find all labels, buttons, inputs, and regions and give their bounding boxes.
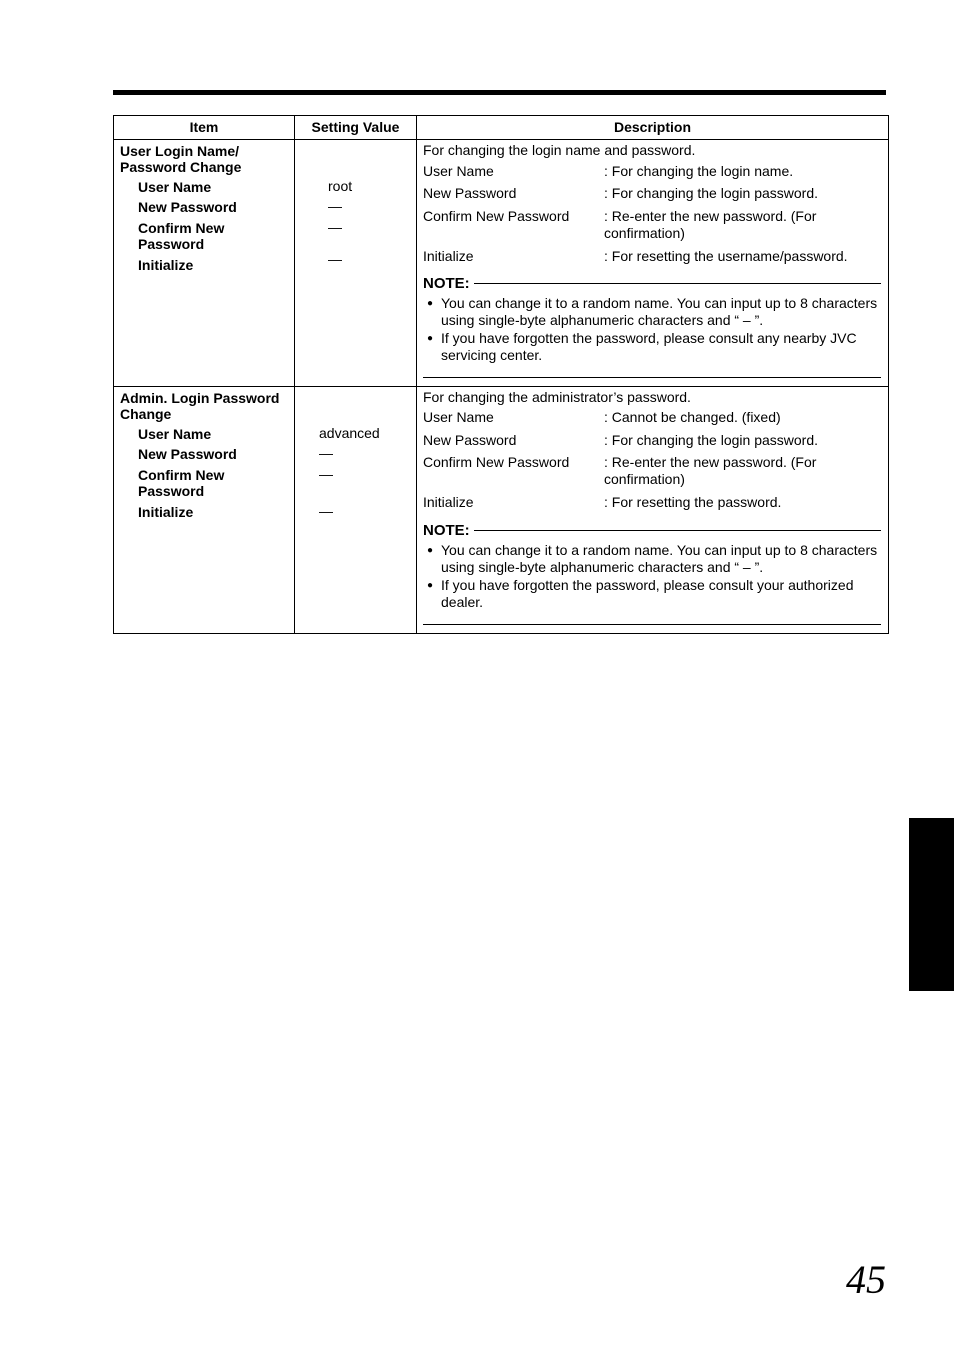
header-setting-value: Setting Value (295, 116, 417, 140)
note-item (427, 330, 879, 364)
note-text: You can change it to a random name. You can input up to 8 characters using single-byte alphanumeric characters and “ – ”. (441, 295, 878, 328)
table-row-admin-login (114, 387, 889, 634)
section-tab (909, 818, 954, 991)
value-initialize: — (319, 503, 333, 519)
note-header (423, 522, 881, 539)
bullet-icon: ● (427, 545, 434, 556)
note-item (427, 577, 879, 611)
item-title: User Login Name/ Password Change (120, 143, 242, 175)
settings-table (113, 115, 889, 634)
page-number: 45 (846, 1257, 886, 1302)
note-rule (474, 530, 881, 531)
value-initialize: — (328, 251, 342, 267)
detail-definition: : Cannot be changed. (fixed) (604, 409, 781, 425)
table-row-user-login (114, 140, 889, 387)
subitem-user-name: User Name (138, 426, 212, 442)
value-confirm-new-password: — (319, 466, 333, 482)
top-rule (113, 90, 886, 95)
value-user-name: root (328, 178, 353, 194)
detail-definition: : For changing the login name. (604, 163, 794, 179)
description-cell (417, 387, 889, 634)
value-cell (295, 387, 417, 634)
table-header-row (114, 116, 889, 140)
item-title: Admin. Login Password Change (120, 390, 280, 422)
detail-term: Confirm New Password (423, 454, 570, 470)
bullet-icon: ● (427, 333, 434, 344)
header-item: Item (114, 116, 295, 140)
bullet-icon: ● (427, 298, 434, 309)
note-label: NOTE: (423, 522, 470, 539)
item-cell (114, 387, 295, 634)
detail-definition: : For changing the login password. (604, 185, 819, 201)
value-cell (295, 140, 417, 387)
note-item (427, 542, 879, 576)
subitem-confirm-new-password: Confirm New Password (138, 220, 225, 252)
detail-term: New Password (423, 185, 517, 201)
subitem-new-password: New Password (138, 446, 237, 462)
note-header (423, 275, 881, 292)
item-cell (114, 140, 295, 387)
note-label: NOTE: (423, 275, 470, 292)
note-end-rule (423, 377, 881, 378)
value-confirm-new-password: — (328, 219, 342, 235)
description-cell (417, 140, 889, 387)
detail-definition: : Re-enter the new password. (For confirmation) (604, 454, 817, 487)
description-intro: For changing the login name and password. (423, 142, 696, 158)
subitem-initialize: Initialize (138, 504, 194, 520)
detail-definition: : For resetting the password. (604, 494, 782, 510)
detail-definition: : Re-enter the new password. (For confirmation) (604, 208, 817, 241)
subitem-new-password: New Password (138, 199, 237, 215)
bullet-icon: ● (427, 580, 434, 591)
note-rule (474, 283, 881, 284)
note-text: You can change it to a random name. You can input up to 8 characters using single-byte alphanumeric characters and “ – ”. (441, 542, 878, 575)
note-end-rule (423, 624, 881, 625)
detail-term: Confirm New Password (423, 208, 570, 224)
subitem-initialize: Initialize (138, 257, 194, 273)
detail-term: User Name (423, 409, 494, 425)
note-text: If you have forgotten the password, please consult any nearby JVC servicing center. (441, 330, 857, 363)
value-new-password: — (328, 198, 342, 214)
subitem-user-name: User Name (138, 179, 212, 195)
header-description: Description (417, 116, 889, 140)
detail-term: User Name (423, 163, 494, 179)
description-intro: For changing the administrator’s password. (423, 389, 691, 405)
note-item (427, 295, 879, 329)
detail-term: Initialize (423, 248, 474, 264)
detail-definition: : For resetting the username/password. (604, 248, 848, 264)
subitem-confirm-new-password: Confirm New Password (138, 467, 225, 499)
detail-term: New Password (423, 432, 517, 448)
value-new-password: — (319, 445, 333, 461)
value-user-name: advanced (319, 425, 380, 441)
detail-definition: : For changing the login password. (604, 432, 819, 448)
note-text: If you have forgotten the password, please consult your authorized dealer. (441, 577, 854, 610)
detail-term: Initialize (423, 494, 474, 510)
